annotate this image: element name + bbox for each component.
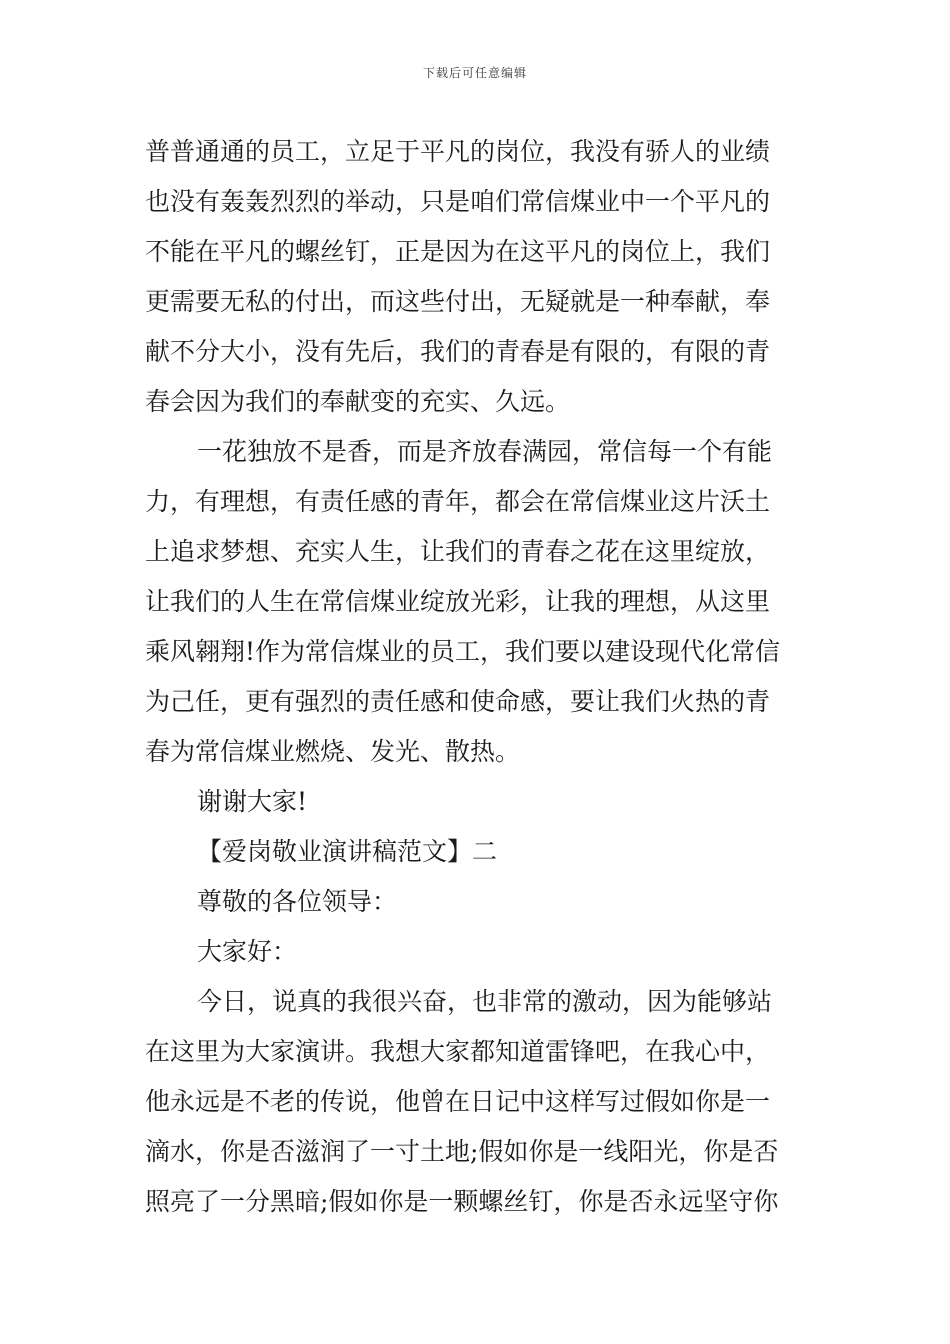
text-line: 谢谢大家! (197, 787, 308, 816)
text-line: 大家好： (197, 937, 298, 966)
text-line: 也没有轰轰烈烈的举动，只是咱们常信煤业中一个平凡的 (145, 187, 771, 216)
text-line: 力，有理想，有责任感的青年，都会在常信煤业这片沃土 (145, 487, 771, 516)
text-line: 在这里为大家演讲。我想大家都知道雷锋吧，在我心中， (145, 1037, 771, 1066)
text-line: 今日，说真的我很兴奋，也非常的激动，因为能够站 (197, 987, 773, 1016)
text-line: 让我们的人生在常信煤业绽放光彩，让我的理想，从这里 (145, 587, 771, 616)
text-line: 献不分大小，没有先后，我们的青春是有限的，有限的青 (145, 337, 771, 366)
text-line: 普普通通的员工，立足于平凡的岗位，我没有骄人的业绩 (145, 137, 771, 166)
text-line: 不能在平凡的螺丝钉，正是因为在这平凡的岗位上，我们 (145, 237, 771, 266)
text-line: 【爱岗敬业演讲稿范文】二 (197, 837, 498, 866)
document-body (145, 127, 805, 1227)
text-line: 滴水，你是否滋润了一寸土地;假如你是一线阳光，你是否 (145, 1137, 779, 1166)
text-line: 更需要无私的付出，而这些付出，无疑就是一种奉献，奉 (145, 287, 771, 316)
text-line: 春会因为我们的奉献变的充实、久远。 (145, 387, 571, 416)
text-line: 乘风翱翔!作为常信煤业的员工，我们要以建设现代化常信 (145, 637, 781, 666)
text-line: 为己任，更有强烈的责任感和使命感，要让我们火热的青 (145, 687, 771, 716)
text-line: 上追求梦想、充实人生，让我们的青春之花在这里绽放， (145, 537, 771, 566)
text-line: 春为常信煤业燃烧、发光、散热。 (145, 737, 521, 766)
text-line: 一花独放不是香，而是齐放春满园，常信每一个有能 (197, 437, 773, 466)
text-line: 他永远是不老的传说，他曾在日记中这样写过假如你是一 (145, 1087, 771, 1116)
text-line: 照亮了一分黑暗;假如你是一颗螺丝钉，你是否永远坚守你 (145, 1187, 779, 1216)
text-line: 尊敬的各位领导： (197, 887, 398, 916)
page-header: 下载后可任意编辑 (422, 66, 527, 80)
